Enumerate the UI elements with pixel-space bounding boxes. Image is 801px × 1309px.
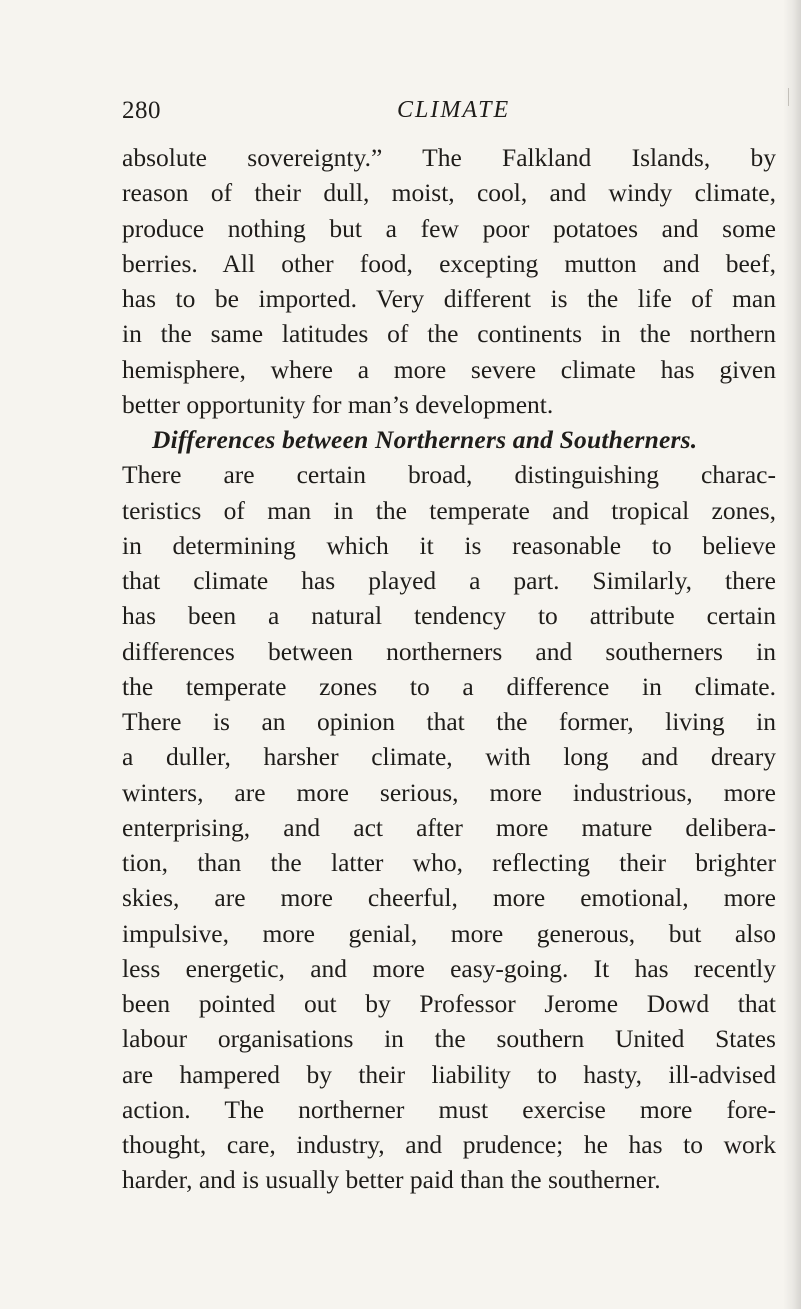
text-line: teristics of man in the temperate and tropical zones, [122, 495, 776, 525]
running-head [122, 97, 682, 127]
text-line: berries. All other food, excepting mutton and beef, [122, 248, 776, 278]
text-line: impulsive, more genial, more generous, but also [122, 918, 776, 948]
text-line: labour organisations in the southern United States [122, 1024, 776, 1054]
text-line: tion, than the latter who, reflecting their brighter [122, 848, 776, 877]
text-line: in the same latitudes of the continents in the northern [122, 319, 776, 349]
text-line: in determining which it is reasonable to believe [122, 530, 776, 560]
text-line: has to be imported. Very different is the life of man [122, 284, 776, 313]
running-title: CLIMATE [397, 97, 511, 123]
text-line: skies, are more cheerful, more emotional, more [122, 883, 776, 913]
text-line: less energetic, and more easy-going. It has recently [122, 953, 776, 983]
text-line: differences between northerners and southerners in [122, 636, 776, 666]
body-text [122, 140, 776, 1198]
text-line: enterprising, and act after more mature delibera- [122, 812, 776, 842]
text-line: action. The northerner must exercise more fore- [122, 1094, 776, 1124]
section-heading: Differences between Northerners and Southerners. [152, 425, 698, 454]
text-line: absolute sovereignty.” The Falkland Islands, by [122, 143, 776, 172]
text-line: thought, care, industry, and prudence; he has to work [122, 1130, 776, 1159]
text-line: that climate has played a part. Similarly, there [122, 566, 776, 595]
section-heading-line [122, 422, 776, 457]
page-edge-shadow [783, 0, 801, 1309]
text-line: reason of their dull, moist, cool, and windy climate, [122, 178, 776, 208]
text-line: the temperate zones to a difference in climate. [122, 671, 776, 701]
text-line: better opportunity for man’s development. [122, 389, 554, 419]
text-line: harder, and is usually better paid than the southerner. [122, 1165, 661, 1195]
text-line: been pointed out by Professor Jerome Dowd that [122, 989, 776, 1018]
text-line: There is an opinion that the former, living in [122, 707, 776, 736]
text-line: a duller, harsher climate, with long and dreary [122, 742, 776, 772]
page-number: 280 [122, 97, 161, 124]
text-line: hemisphere, where a more severe climate has given [122, 354, 776, 384]
text-line: has been a natural tendency to attribute certain [122, 601, 776, 631]
text-line: are hampered by their liability to hasty, ill-advised [122, 1059, 776, 1089]
text-line: winters, are more serious, more industrious, more [122, 777, 776, 807]
text-line: There are certain broad, distinguishing charac- [122, 460, 776, 490]
text-line: produce nothing but a few poor potatoes and some [122, 213, 776, 243]
